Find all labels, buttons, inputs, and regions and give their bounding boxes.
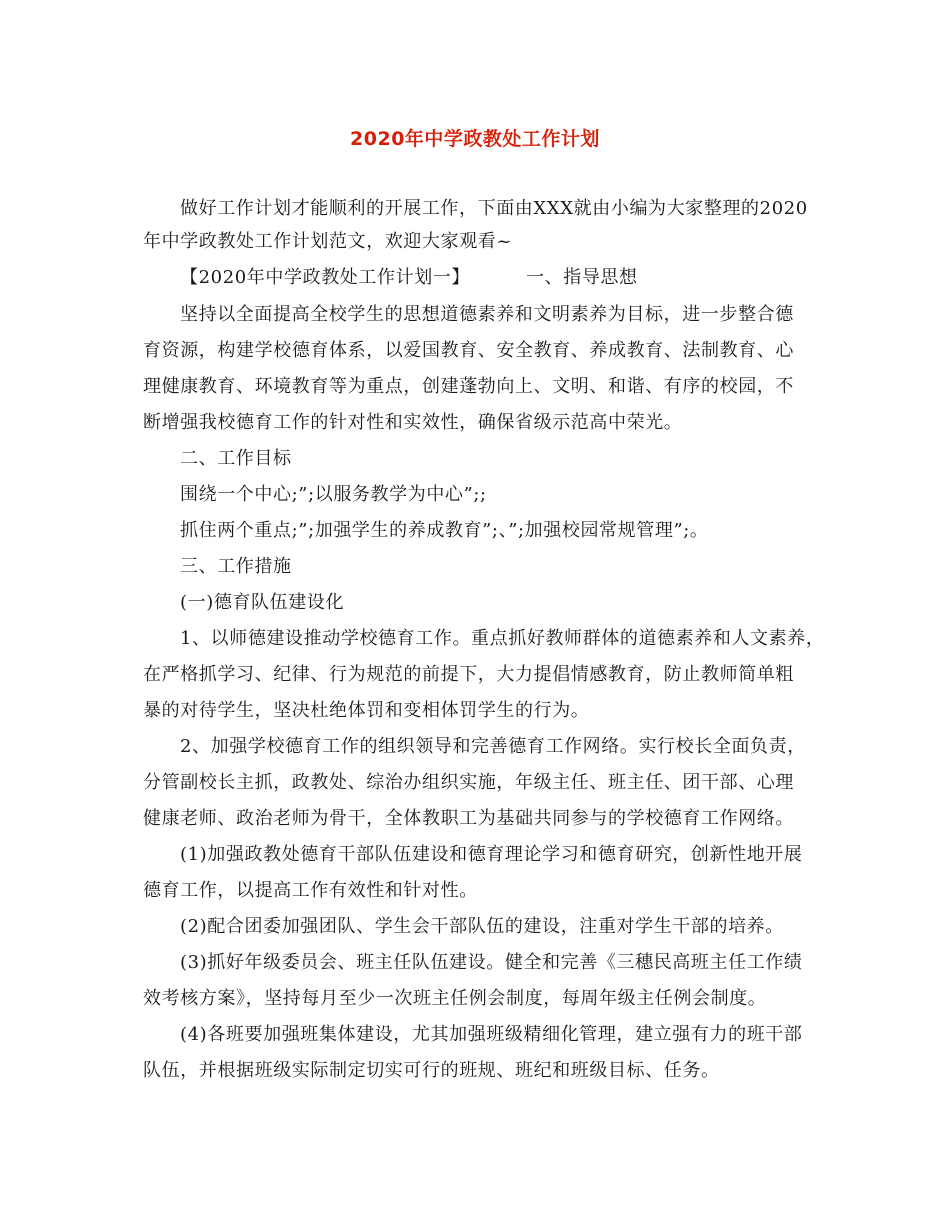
paragraph-line: 坚持以全面提高全校学生的思想道德素养和文明素养为目标，进一步整合德 — [180, 304, 794, 325]
paragraph-line: 断增强我校德育工作的针对性和实效性，确保省级示范高中荣光。 — [143, 412, 683, 433]
paragraph-line: 围绕一个中心;”;以服务教学为中心”;; — [180, 484, 487, 505]
paragraph-line: 健康老师、政治老师为骨干，全体教职工为基础共同参与的学校德育工作网络。 — [143, 808, 794, 829]
paragraph-line: 暴的对待学生，坚决杜绝体罚和变相体罚学生的行为。 — [143, 700, 590, 721]
section-heading: 三、工作措施 — [180, 556, 292, 577]
paragraph-line: 1、以师德建设推动学校德育工作。重点抓好教师群体的道德素养和人文素养， — [180, 628, 825, 649]
paragraph-line: 效考核方案》，坚持每月至少一次班主任例会制度，每周年级主任例会制度。 — [143, 988, 767, 1009]
paragraph-line: 理健康教育、环境教育等为重点，创建蓬勃向上、文明、和谐、有序的校园，不 — [143, 376, 794, 397]
section-heading: 【2020年中学政教处工作计划一】 — [180, 267, 471, 288]
document-title: 2020年中学政教处工作计划 — [350, 128, 600, 150]
paragraph-line: 在严格抓学习、纪律、行为规范的前提下，大力提倡情感教育，防止教师简单粗 — [143, 664, 794, 685]
paragraph-line: 年中学政教处工作计划范文，欢迎大家观看~ — [143, 231, 513, 252]
paragraph-line: 做好工作计划才能顺利的开展工作，下面由XXX就由小编为大家整理的2020 — [180, 198, 808, 219]
paragraph-line: (2)配合团委加强团队、学生会干部队伍的建设，注重对学生干部的培养。 — [180, 916, 784, 937]
section-line — [180, 266, 638, 290]
paragraph-line: 队伍，并根据班级实际制定切实可行的班规、班纪和班级目标、任务。 — [143, 1060, 720, 1081]
paragraph-line: 育资源，构建学校德育体系，以爱国教育、安全教育、养成教育、法制教育、心 — [143, 340, 794, 361]
paragraph-line: (1)加强政教处德育干部队伍建设和德育理论学习和德育研究，创新性地开展 — [180, 844, 803, 865]
section-heading: 二、工作目标 — [180, 448, 292, 469]
paragraph-line: (4)各班要加强班集体建设，尤其加强班级精细化管理，建立强有力的班干部 — [180, 1024, 803, 1045]
paragraph-line: (3)抓好年级委员会、班主任队伍建设。健全和完善《三穗民高班主任工作绩 — [180, 952, 803, 973]
paragraph-line: 抓住两个重点;”;加强学生的养成教育”;、”;加强校园常规管理”;。 — [180, 520, 709, 541]
paragraph-line: 德育工作，以提高工作有效性和针对性。 — [143, 880, 478, 901]
section-heading: 一、指导思想 — [526, 267, 638, 288]
subsection-heading: (一)德育队伍建设化 — [180, 592, 345, 613]
paragraph-line: 2、加强学校德育工作的组织领导和完善德育工作网络。实行校长全面负责， — [180, 736, 806, 757]
paragraph-line: 分管副校长主抓，政教处、综治办组织实施，年级主任、班主任、团干部、心理 — [143, 772, 794, 793]
